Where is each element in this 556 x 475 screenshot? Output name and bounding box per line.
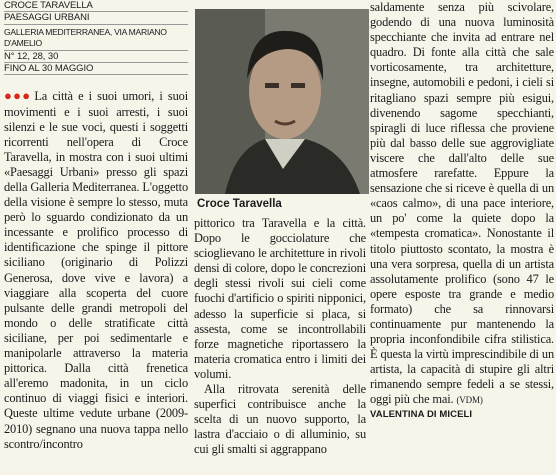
bullet-dots-icon: ●●● (4, 88, 32, 104)
exhibition-title: PAESAGGI URBANI (4, 12, 188, 24)
venue-line-1: GALLERIA MEDITERRANEA, VIA MARIANO D'AMELIO (4, 27, 188, 51)
artist-name: CROCE TARAVELLA (4, 0, 188, 12)
article-column-2-paragraph-1: pittorico tra Taravella e la città. Dopo le gocciolature che scioglievano le architetture in rivoli densi di colore, dopo le concrezioni degli stessi rivoli sui cieli come fuochi d'artificio o spiriti nipponici, adesso la superficie si placa, si assesta, come se incontrollabili forze magnetiche riportassero la materia cromatica entro i limiti dei volumi. (194, 216, 366, 381)
article-column-3: saldamente senza più scivolare, godendo di una nuova luminosità specchiante che invita ad entrare nel quadro. Di fonte alla città che sale vorticosamente, tra architetture, insegne, automobili e pedoni, i cieli si ritagliano spazi sempre più esigui, divenendo sagome specchianti, spiragli di luce riflessa che proviene più dal basso delle sue aggrovigliate viscere che dall'alto delle sue atmosfere rarefatte. Eppure la sensazione che si riceve è quella di un «caos calmo», di una pace interiore, un po' come la quiete dopo la «tempesta cromatica». Nonostante il titolo piuttosto scontato, la mostra è una vera sorpresa, quella di un artista assolutamente prolifico (sono 47 le opere esposte tra grande e medio formato) che sa rinnovarsi continuamente pur mantenendo la propria inconfondibile cifra stilistica. È questa la virtù imprescindibile di un artista, la capacità di stupire gli altri rimanendo sempre fedeli a se stessi, oggi più che mai. (VDM) (370, 0, 554, 407)
exhibition-info (4, 0, 188, 75)
column-left (4, 0, 188, 452)
article-column-2-paragraph-2: Alla ritrovata serenità delle superfici contribuisce anche la scelta di un nuovo supporto, la lastra d'acciaio o di alluminio, su cui gli smalti si aggrappano (194, 382, 366, 457)
article-column-1: ●●● La città e i suoi umori, i suoi movimenti e i suoi arresti, i suoi silenzi e le sue voci, questi i soggetti ricorrenti nell'opera di Croce Taravella, in mostra con i suoi ultimi «Paesaggi Urbani» presso gli spazi della Galleria Mediterranea. L'oggetto della visione è sempre lo stesso, muta però lo sguardo condizionato da un incessante e prolifico processo di identificazione che spinge il pittore siciliano (originario di Polizzi Generosa, dove vive e lavora) a viaggiare alla scoperta del cuore pulsante delle grandi metropoli del mondo o delle stratificate città siciliane, per poi sedimentarle e manipolarle attraverso la materia pittorica. Dalla città frenetica all'eremo madonita, in un ciclo continuo di viaggi fisici e interiori. Queste ultime vedute urbane (2009-2010) segnano una nuova tappa nello scontro/incontro (4, 88, 188, 451)
portrait-image (195, 9, 369, 194)
column-middle (194, 216, 366, 458)
photo-caption: Croce Taravella (197, 198, 282, 210)
venue-line-2: N° 12, 28, 30 (4, 51, 188, 63)
exhibition-dates: FINO AL 30 MAGGIO (4, 63, 188, 75)
artist-photo (195, 9, 369, 194)
author-signature: VALENTINA DI MICELI (370, 408, 473, 420)
author-tag: (VDM) (456, 395, 483, 406)
column-right (370, 0, 554, 420)
